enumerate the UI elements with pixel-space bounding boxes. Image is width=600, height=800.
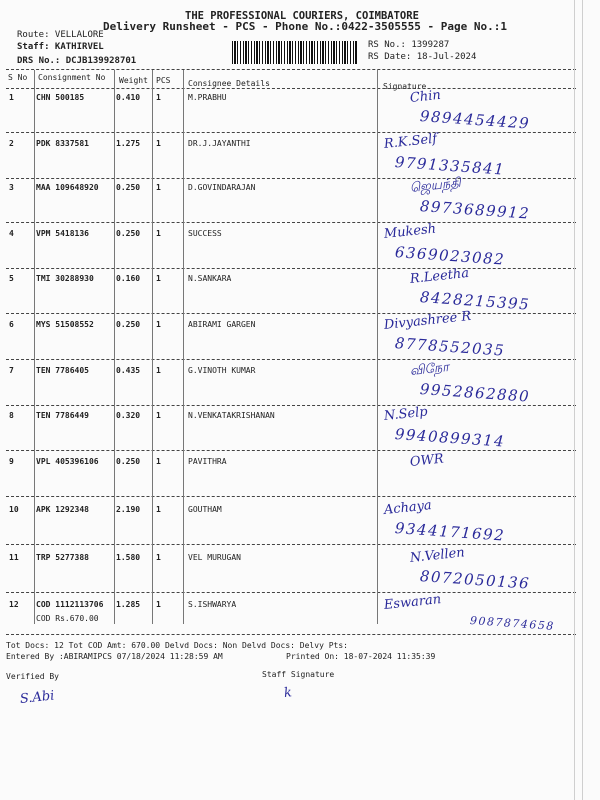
- row-consignee: GOUTHAM: [188, 505, 222, 514]
- row-sno: 9: [9, 457, 14, 466]
- row-consignment-no: VPL 405396106: [36, 457, 99, 466]
- row-separator: [6, 405, 576, 406]
- row-signature-phone: 9952862880: [419, 380, 531, 406]
- row-pcs: 1: [156, 411, 161, 420]
- table-top-rule: [6, 69, 576, 70]
- row-pcs: 1: [156, 457, 161, 466]
- row-separator: [6, 222, 576, 223]
- row-separator: [6, 359, 576, 360]
- row-signature-name: ஜெயந்தி: [409, 175, 462, 196]
- row-signature-phone: 9344171692: [394, 519, 506, 545]
- row-pcs: 1: [156, 553, 161, 562]
- row-consignee: S.ISHWARYA: [188, 600, 237, 609]
- row-signature-name: Eswaran: [383, 592, 442, 613]
- row-pcs: 1: [156, 600, 161, 609]
- row-cod-note: COD Rs.670.00: [36, 614, 99, 623]
- row-signature-name: N.Selp: [383, 404, 429, 424]
- row-weight: 0.320: [116, 411, 141, 420]
- row-sno: 6: [9, 320, 14, 329]
- row-separator: [6, 592, 576, 593]
- row-sno: 1: [9, 93, 14, 102]
- row-consignment-no: PDK 8337581: [36, 139, 89, 148]
- row-signature-phone: 8778552035: [394, 334, 506, 360]
- row-separator: [6, 178, 576, 179]
- row-consignee: M.PRABHU: [188, 93, 227, 102]
- row-weight: 0.250: [116, 183, 141, 192]
- row-signature-phone: 9791335841: [394, 153, 506, 179]
- row-consignment-no: VPM 5418136: [36, 229, 89, 238]
- row-signature-name: N.Vellen: [409, 545, 466, 566]
- row-signature-phone: 8973689912: [419, 197, 531, 223]
- row-signature-phone: 9087874658: [469, 614, 556, 633]
- row-consignee: PAVITHRA: [188, 457, 227, 466]
- row-weight: 0.250: [116, 320, 141, 329]
- row-signature-name: Divyashree R: [383, 308, 472, 333]
- row-signature-phone: 9894454429: [419, 107, 531, 133]
- rs-number: RS No.: 1399287: [368, 40, 450, 50]
- row-pcs: 1: [156, 505, 161, 514]
- row-sno: 2: [9, 139, 14, 148]
- row-pcs: 1: [156, 139, 161, 148]
- row-signature-phone: 6369023082: [394, 243, 506, 269]
- row-consignee: G.VINOTH KUMAR: [188, 366, 256, 375]
- col-divider: [114, 70, 115, 624]
- row-weight: 0.160: [116, 274, 141, 283]
- table-bottom-rule: [6, 634, 576, 635]
- row-consignee: D.GOVINDARAJAN: [188, 183, 256, 192]
- row-signature-phone: 8072050136: [419, 567, 531, 593]
- row-sno: 5: [9, 274, 14, 283]
- verified-by-label: Verified By: [6, 672, 59, 681]
- printed-on: Printed On: 18-07-2024 11:35:39: [286, 652, 436, 661]
- row-consignee: N.SANKARA: [188, 274, 232, 283]
- row-consignee: ABIRAMI GARGEN: [188, 320, 256, 329]
- row-consignment-no: CHN 500185: [36, 93, 85, 102]
- row-consignment-no: TEN 7786449: [36, 411, 89, 420]
- verified-signature: S.Abi: [19, 688, 56, 707]
- row-signature-name: Chin: [409, 87, 442, 106]
- row-separator: [6, 313, 576, 314]
- col-divider: [377, 70, 378, 624]
- row-pcs: 1: [156, 183, 161, 192]
- staff-handwritten-signature: k: [283, 685, 293, 701]
- table-header-rule: [6, 88, 576, 89]
- col-header-signature: Signature: [383, 82, 427, 91]
- row-signature-name: Achaya: [383, 498, 433, 518]
- row-separator: [6, 132, 576, 133]
- row-sno: 10: [9, 505, 19, 514]
- col-divider: [152, 70, 153, 624]
- row-consignee: DR.J.JAYANTHI: [188, 139, 251, 148]
- row-separator: [6, 496, 576, 497]
- row-weight: 2.190: [116, 505, 141, 514]
- row-consignee: SUCCESS: [188, 229, 222, 238]
- drs-number: DRS No.: DCJB139928701: [17, 56, 137, 66]
- row-weight: 0.435: [116, 366, 141, 375]
- col-divider: [34, 70, 35, 624]
- col-header-pcs: PCS: [156, 76, 171, 85]
- col-header-sno: S No: [8, 73, 28, 82]
- rs-date: RS Date: 18-Jul-2024: [368, 52, 477, 62]
- col-header-weight: Weight: [119, 76, 148, 85]
- barcode: [232, 41, 357, 64]
- row-pcs: 1: [156, 274, 161, 283]
- row-sno: 7: [9, 366, 14, 375]
- row-separator: [6, 268, 576, 269]
- row-signature-name: விநோ: [409, 359, 450, 379]
- route-label: Route: VELLALORE: [17, 30, 104, 40]
- row-signature-name: OWR: [409, 451, 445, 470]
- page-edge: [574, 0, 575, 800]
- row-weight: 1.580: [116, 553, 141, 562]
- row-signature-name: Mukesh: [383, 221, 437, 242]
- row-consignment-no: MYS 51508552: [36, 320, 94, 329]
- row-sno: 12: [9, 600, 19, 609]
- row-pcs: 1: [156, 229, 161, 238]
- row-separator: [6, 450, 576, 451]
- row-consignment-no: TEN 7786405: [36, 366, 89, 375]
- row-consignment-no: TMI 30288930: [36, 274, 94, 283]
- col-header-consignment: Consignment No: [38, 73, 106, 82]
- row-signature-phone: 9940899314: [394, 425, 506, 451]
- row-weight: 0.410: [116, 93, 141, 102]
- row-pcs: 1: [156, 366, 161, 375]
- row-sno: 8: [9, 411, 14, 420]
- row-sno: 4: [9, 229, 14, 238]
- row-signature-name: R.K.Self: [383, 131, 438, 152]
- row-consignee: VEL MURUGAN: [188, 553, 241, 562]
- row-separator: [6, 544, 576, 545]
- row-consignment-no: MAA 109648920: [36, 183, 99, 192]
- company-name: THE PROFESSIONAL COURIERS, COIMBATORE: [185, 10, 419, 22]
- row-weight: 0.250: [116, 457, 141, 466]
- page-edge: [582, 0, 583, 800]
- row-weight: 0.250: [116, 229, 141, 238]
- row-signature-phone: 8428215395: [419, 288, 531, 314]
- row-weight: 1.285: [116, 600, 141, 609]
- row-consignment-no: COD 1112113706: [36, 600, 104, 609]
- totals-line: Tot Docs: 12 Tot COD Amt: 670.00 Delvd Docs: Non Delvd Docs: Delvy Pts:: [6, 641, 348, 650]
- col-header-consignee: Consignee Details: [188, 79, 270, 88]
- row-signature-name: R.Leetha: [409, 265, 470, 287]
- row-consignment-no: TRP 5277388: [36, 553, 89, 562]
- runsheet-subtitle: Delivery Runsheet - PCS - Phone No.:0422-3505555 - Page No.:1: [103, 20, 507, 33]
- col-divider: [183, 70, 184, 624]
- row-sno: 11: [9, 553, 19, 562]
- row-pcs: 1: [156, 93, 161, 102]
- row-pcs: 1: [156, 320, 161, 329]
- staff-label: Staff: KATHIRVEL: [17, 42, 104, 52]
- row-consignee: N.VENKATAKRISHANAN: [188, 411, 275, 420]
- staff-signature-label: Staff Signature: [262, 670, 335, 679]
- row-consignment-no: APK 1292348: [36, 505, 89, 514]
- entered-by: Entered By :ABIRAMIPCS 07/18/2024 11:28:59 AM: [6, 652, 223, 661]
- row-sno: 3: [9, 183, 14, 192]
- row-weight: 1.275: [116, 139, 141, 148]
